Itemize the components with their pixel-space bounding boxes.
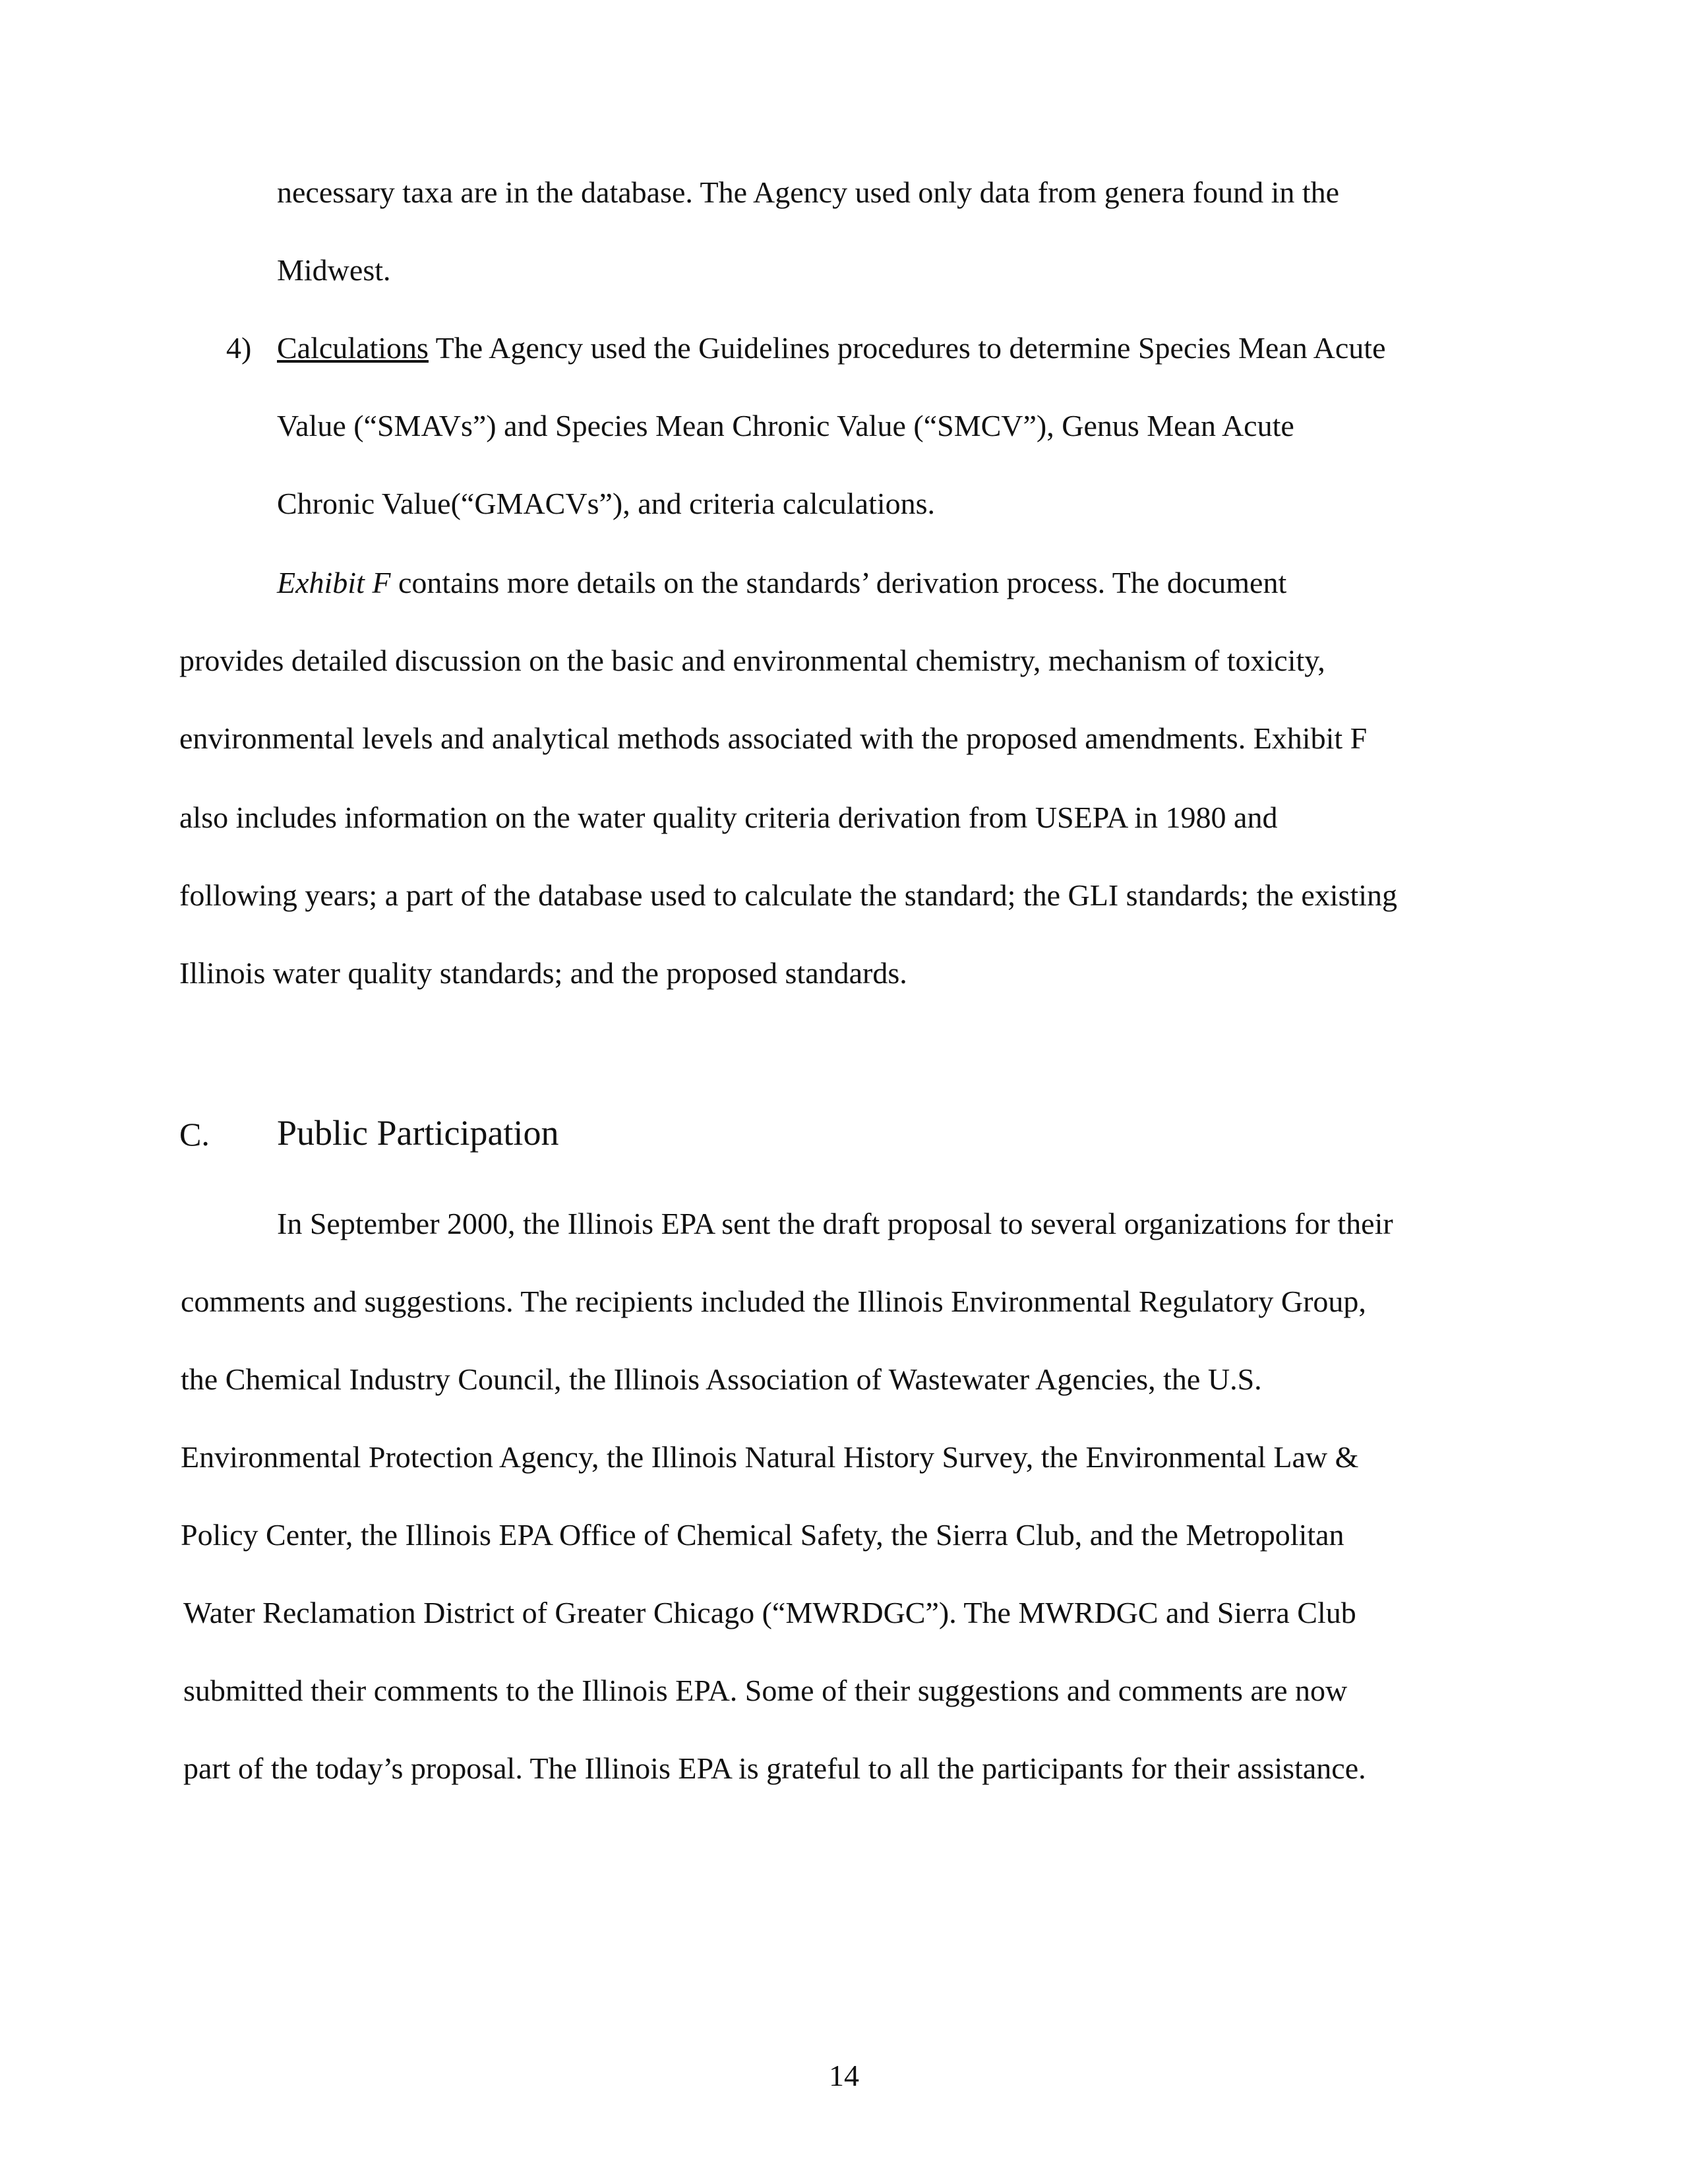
body-text-line: Environmental Protection Agency, the Illinois Natural History Survey, the Environmental Law & — [181, 1440, 1359, 1474]
body-text-line: necessary taxa are in the database. The Agency used only data from genera found in the — [277, 175, 1340, 209]
body-text-line: part of the today’s proposal. The Illinois EPA is grateful to all the participants for their assistance. — [183, 1751, 1366, 1785]
paragraph-first-line — [277, 564, 1286, 601]
list-item-text: The Agency used the Guidelines procedures to determine Species Mean Acute — [428, 331, 1386, 365]
body-text-line: Water Reclamation District of Greater Chicago (“MWRDGC”). The MWRDGC and Sierra Club — [183, 1596, 1356, 1629]
body-text-line: Policy Center, the Illinois EPA Office of Chemical Safety, the Sierra Club, and the Metropolitan — [181, 1518, 1344, 1552]
section-heading: Public Participation — [277, 1113, 559, 1153]
body-text-line: Illinois water quality standards; and the proposed standards. — [179, 956, 907, 990]
exhibit-reference: Exhibit F — [277, 566, 391, 599]
body-text-line: In September 2000, the Illinois EPA sent the draft proposal to several organizations for their — [277, 1207, 1393, 1240]
body-text-line: following years; a part of the database used to calculate the standard; the GLI standards; the existing — [179, 878, 1398, 912]
body-text-line: submitted their comments to the Illinois EPA. Some of their suggestions and comments are now — [183, 1674, 1348, 1707]
body-text-line: provides detailed discussion on the basic and environmental chemistry, mechanism of toxicity, — [179, 644, 1325, 677]
list-item-number: 4) — [226, 331, 252, 365]
body-text-line: the Chemical Industry Council, the Illinois Association of Wastewater Agencies, the U.S. — [181, 1362, 1262, 1396]
body-text-line: comments and suggestions. The recipients included the Illinois Environmental Regulatory Group, — [181, 1285, 1366, 1318]
page-number: 14 — [829, 2059, 859, 2092]
body-text-line: Midwest. — [277, 253, 391, 287]
list-item-first-line — [277, 330, 1386, 367]
body-text-line: Value (“SMAVs”) and Species Mean Chronic Value (“SMCV”), Genus Mean Acute — [277, 409, 1294, 442]
list-item-title: Calculations — [277, 331, 429, 365]
paragraph-text: contains more details on the standards’ derivation process. The document — [390, 566, 1287, 599]
body-text-line: also includes information on the water quality criteria derivation from USEPA in 1980 and — [179, 801, 1278, 834]
section-letter: C. — [179, 1116, 210, 1153]
body-text-line: environmental levels and analytical methods associated with the proposed amendments. Exhibit F — [179, 721, 1368, 755]
body-text-line: Chronic Value(“GMACVs”), and criteria calculations. — [277, 487, 936, 520]
